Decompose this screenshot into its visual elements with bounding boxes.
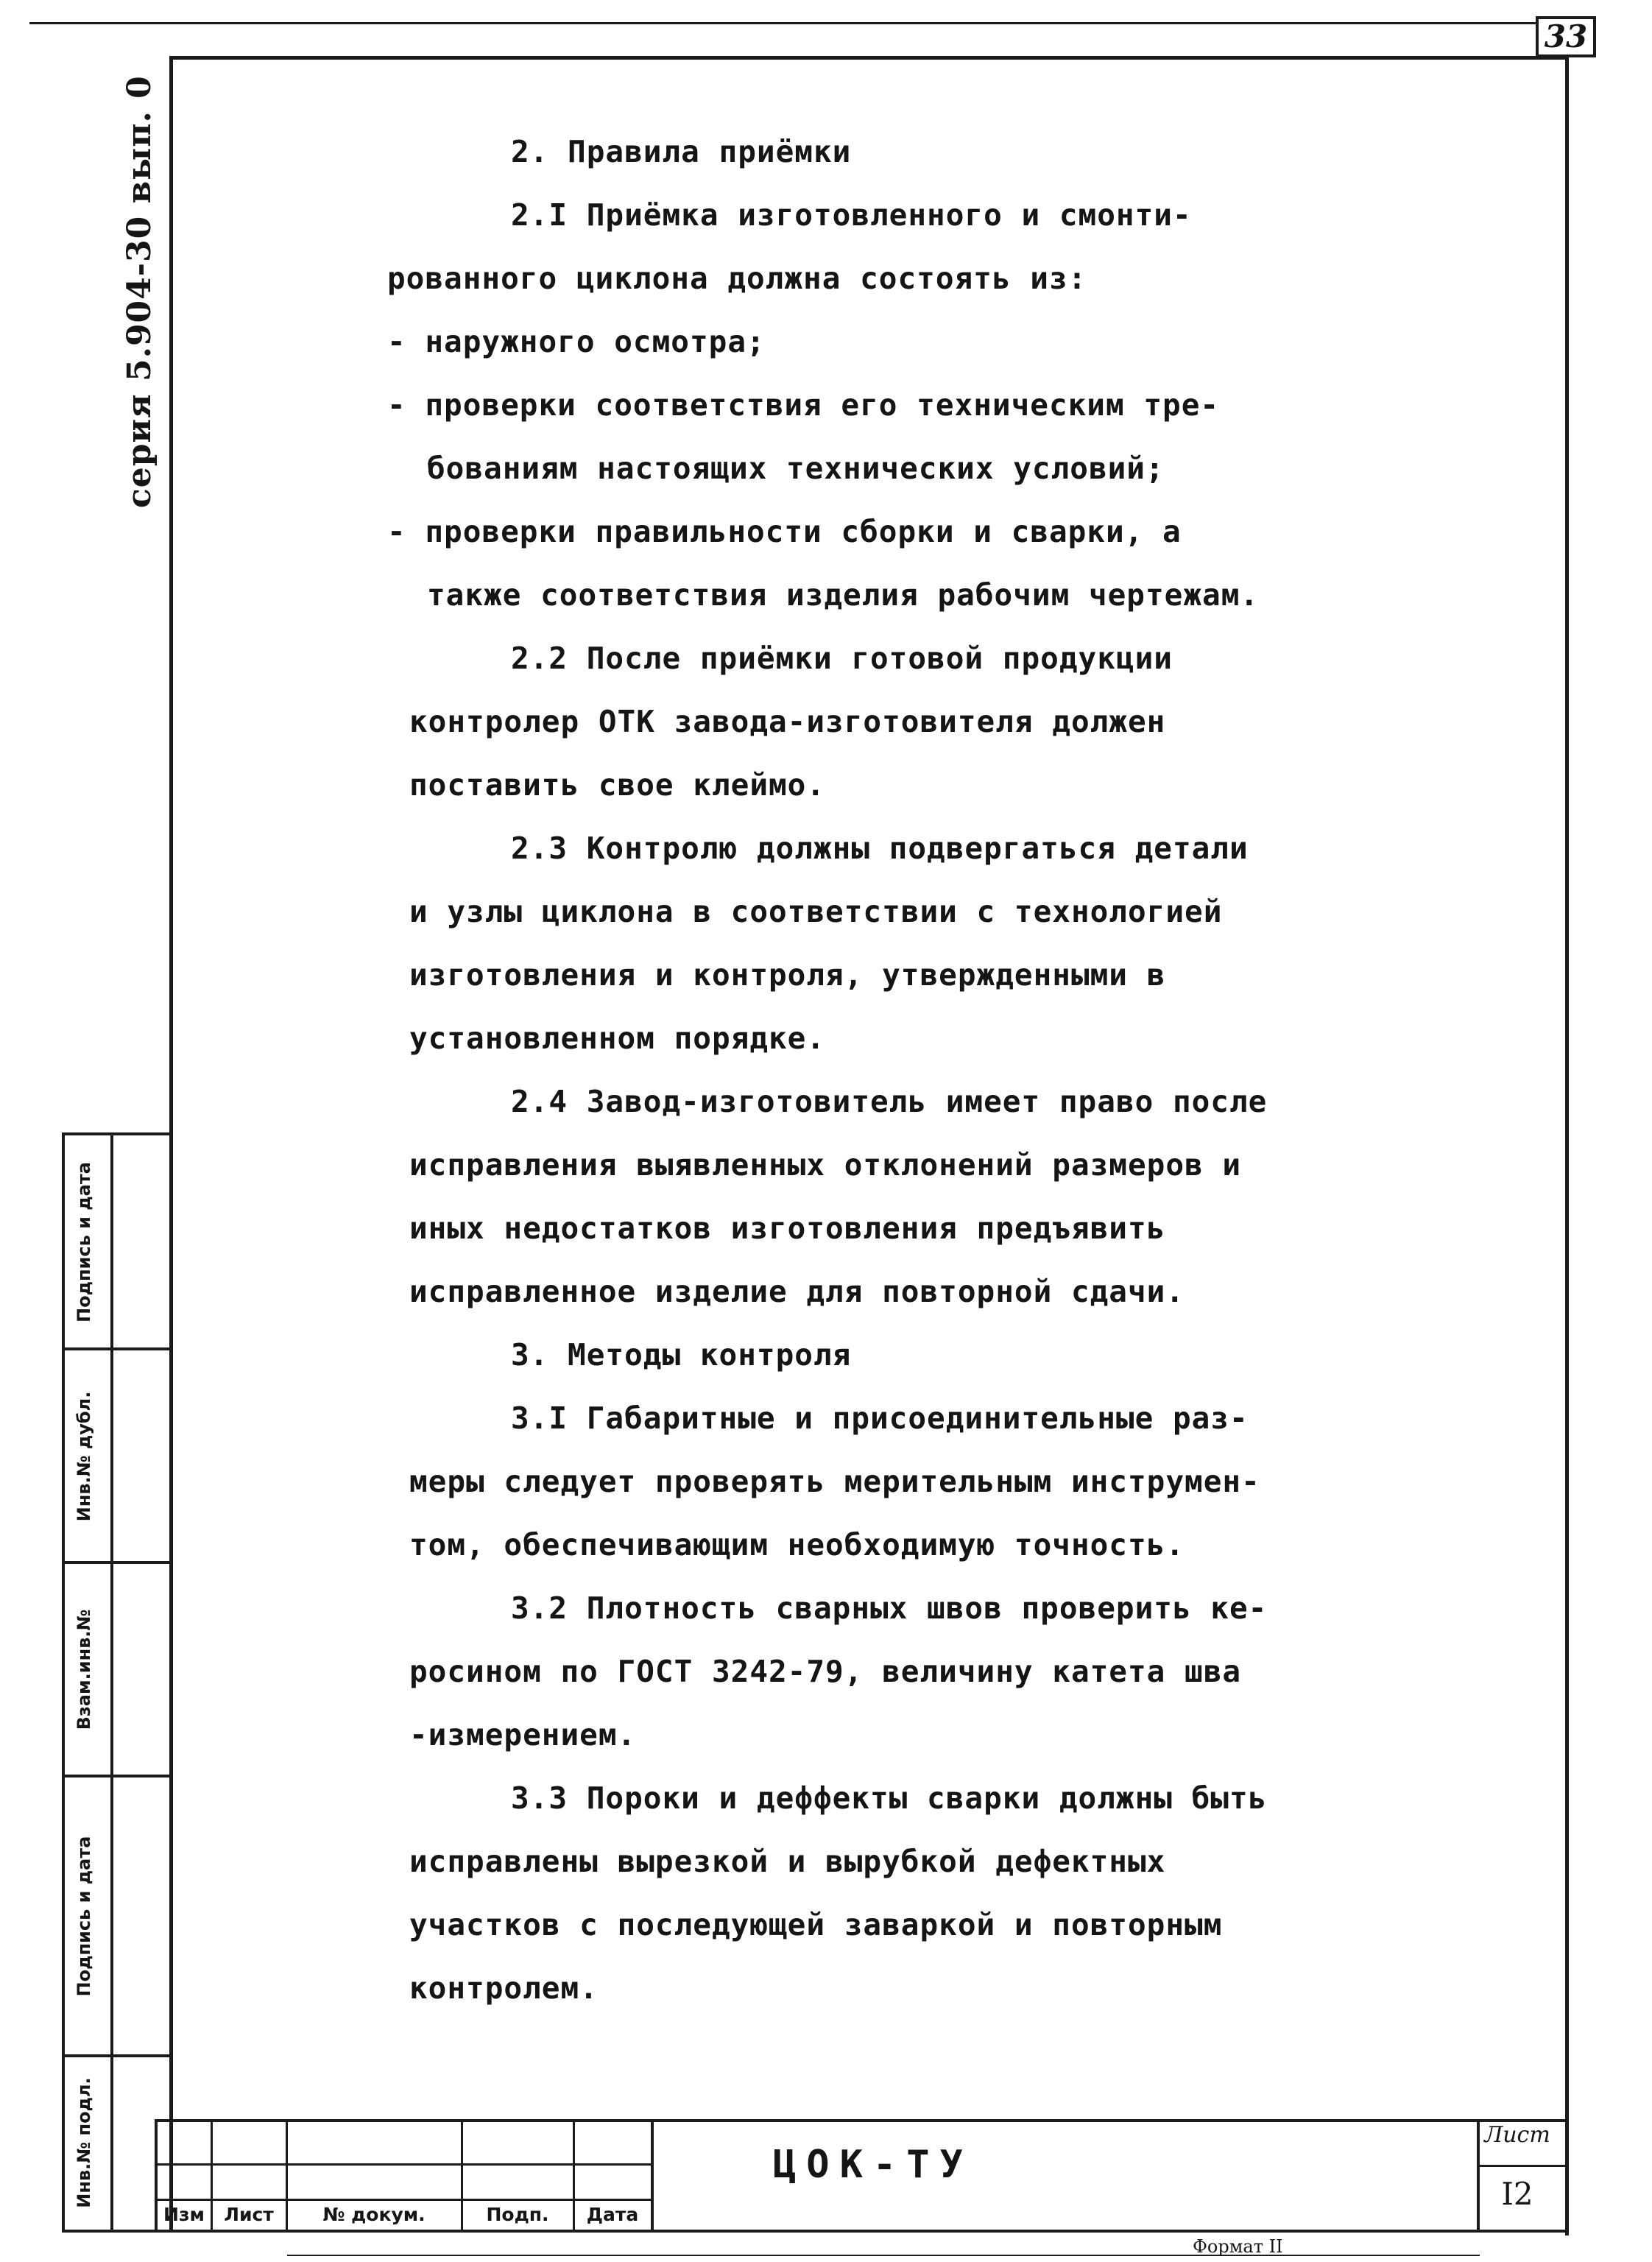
frame-left-line <box>169 56 173 2231</box>
frame-top-line <box>169 56 1568 60</box>
document-code: ЦОК-ТУ <box>773 2143 973 2187</box>
body-text-line: - наружного осмотра; <box>387 324 766 359</box>
body-text-line: участков с последующей заваркой и повторным <box>409 1907 1223 1942</box>
series-label: серия 5.904-30 вып. 0 <box>121 75 158 508</box>
side-stamp-outer-line <box>62 1132 65 2233</box>
body-text-line: 2.3 Контролю должны подвергаться детали <box>511 831 1249 866</box>
body-text-line: иных недостатков изготовления предъявить <box>409 1211 1166 1246</box>
body-text-line: 3.I Габаритные и присоединительные раз- <box>511 1400 1249 1436</box>
body-text-line: исправлены вырезкой и вырубкой дефектных <box>409 1844 1166 1879</box>
body-text-line: поставить свое клеймо. <box>409 767 826 803</box>
column-label-document-number: № докум. <box>322 2204 426 2225</box>
body-text-line: бованиям настоящих технических условий; <box>427 451 1165 486</box>
title-block-top-line <box>155 2119 1568 2122</box>
body-text-line: 2.4 Завод-изготовитель имеет право после <box>511 1084 1268 1119</box>
title-block-row-line <box>155 2163 652 2166</box>
side-stamp-row-line <box>62 1347 172 1350</box>
body-text-line: меры следует проверять мерительным инструмен- <box>409 1464 1260 1499</box>
column-label-sheet: Лист <box>224 2204 274 2225</box>
section-heading-acceptance: 2. Правила приёмки <box>511 134 852 169</box>
body-text-line: 3.2 Плотность сварных швов проверить ке- <box>511 1590 1268 1626</box>
title-block-row-line <box>155 2199 652 2201</box>
column-label-signature: Подп. <box>486 2204 549 2225</box>
side-label-signature-date: Подпись и дата <box>74 1162 94 1322</box>
side-label-replaced-inventory: Взам.инв.№ <box>74 1609 94 1730</box>
side-label-duplicate-inventory: Инв.№ дубл. <box>74 1391 94 1522</box>
format-label: Формат II <box>1193 2236 1283 2257</box>
sheet-number: I2 <box>1501 2176 1533 2212</box>
side-stamp-top-line <box>62 1132 172 1135</box>
body-text-line: и узлы циклона в соответствии с технологией <box>409 894 1223 929</box>
body-text-line: - проверки соответствия его техническим тре- <box>387 387 1220 423</box>
body-text-line: изготовления и контроля, утвержденными в <box>409 957 1166 993</box>
frame-right-line <box>1565 56 1569 2235</box>
side-stamp-row-line <box>62 2054 172 2057</box>
body-text-line: контролем. <box>409 1970 599 2006</box>
body-text-line: рованного циклона должна состоять из: <box>387 261 1087 296</box>
body-text-line: исправленное изделие для повторной сдачи. <box>409 1274 1185 1309</box>
body-text-line: исправления выявленных отклонений размеров и <box>409 1147 1242 1183</box>
body-text-line: том, обеспечивающим необходимую точность. <box>409 1527 1185 1562</box>
title-block-col-line <box>651 2119 654 2231</box>
body-text-line: -измерением. <box>409 1717 637 1752</box>
body-text-line: также соответствия изделия рабочим чертежам. <box>427 577 1260 613</box>
bottom-trim-line <box>287 2255 1480 2256</box>
side-label-original-inventory: Инв.№ подл. <box>74 2077 94 2208</box>
sheet-label: Лист <box>1484 2122 1550 2148</box>
sheet-corner-number: 33 <box>1536 16 1596 57</box>
body-text-line: - проверки правильности сборки и сварки, а <box>387 514 1182 549</box>
body-text-line: установленном порядке. <box>409 1021 826 1056</box>
side-label-signature-date: Подпись и дата <box>74 1836 94 1997</box>
column-label-date: Дата <box>586 2204 639 2225</box>
side-stamp-row-line <box>62 1561 172 1564</box>
column-label-change: Изм <box>163 2204 205 2225</box>
side-stamp-divider-line <box>110 1132 113 2233</box>
body-text-line: 3.3 Пороки и деффекты сварки должны быть <box>511 1780 1268 1816</box>
body-text-line: 2.I Приёмка изготовленного и смонти- <box>511 197 1192 233</box>
title-block-sheet-row-line <box>1477 2165 1568 2167</box>
side-stamp-row-line <box>62 1775 172 1777</box>
body-text-line: контролер ОТК завода-изготовителя должен <box>409 704 1166 739</box>
top-edge-line <box>29 22 1536 24</box>
section-heading-control-methods: 3. Методы контроля <box>511 1337 852 1373</box>
body-text-line: 2.2 После приёмки готовой продукции <box>511 641 1173 676</box>
body-text-line: росином по ГОСТ 3242-79, величину катета шва <box>409 1654 1242 1689</box>
